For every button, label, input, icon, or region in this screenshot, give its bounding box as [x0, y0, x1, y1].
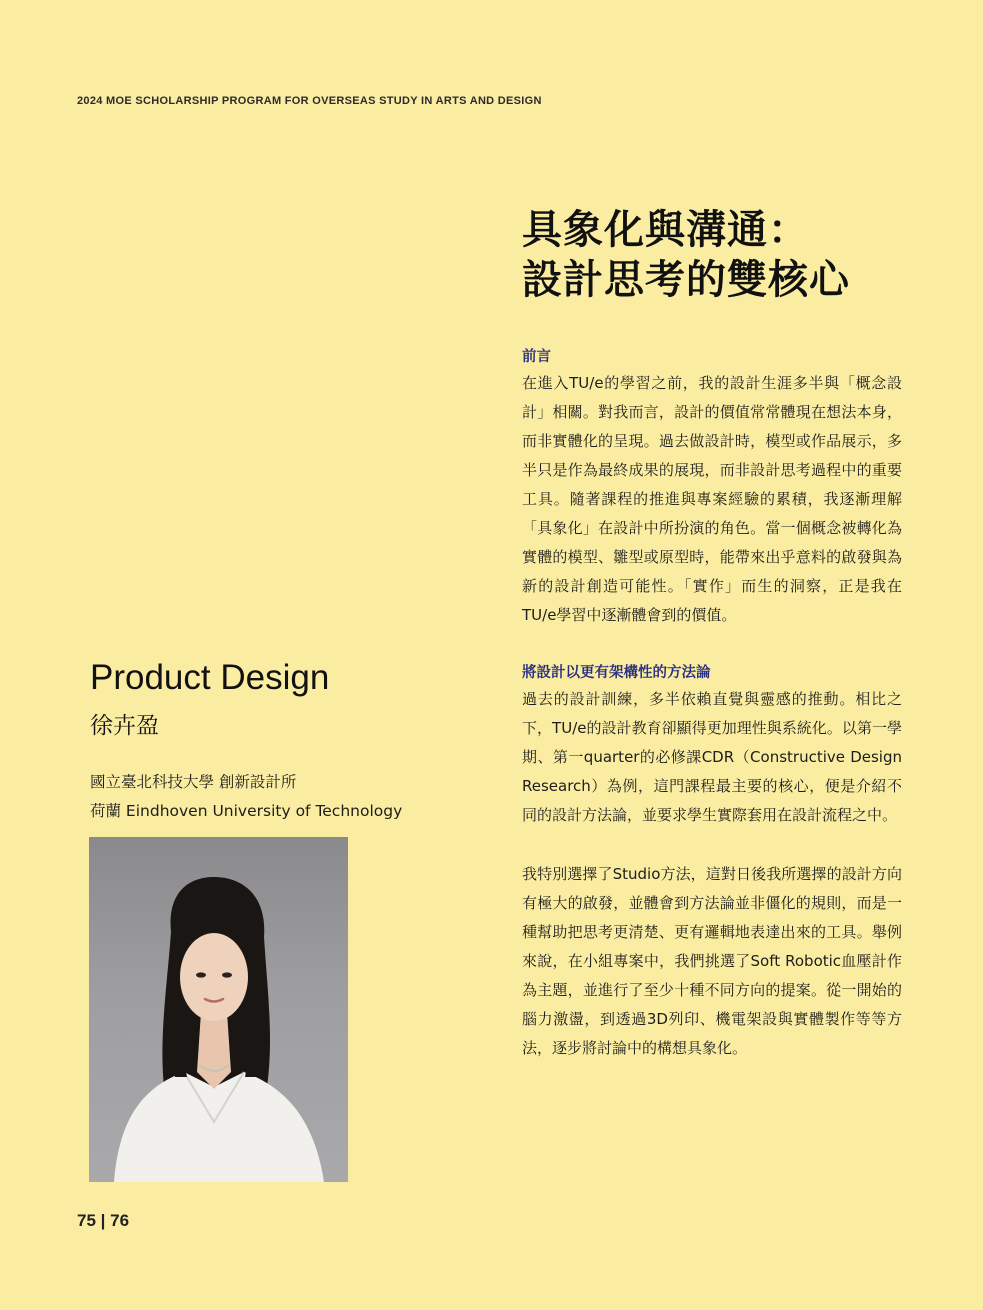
article-title-line-1: 具象化與溝通： — [522, 207, 809, 253]
portrait-illustration — [89, 837, 348, 1182]
article-title — [522, 205, 850, 305]
paragraph: 過去的設計訓練，多半依賴直覺與靈感的推動。相比之下，TU/e的設計教育卻顯得更加理性與系統化。以第一學期、第一quarter的必修課CDR（Constructive Design Research）為例，這門課程最主要的核心，便是介紹不同的設計方法論，並要求學生實際套用在設計流程之中。 — [522, 690, 902, 824]
student-name: 徐卉盈 — [90, 713, 159, 739]
page-numbers: 75 | 76 — [77, 1211, 130, 1230]
school-home: 國立臺北科技大學 創新設計所 — [90, 773, 297, 791]
school-info — [90, 768, 402, 826]
school-abroad: 荷蘭 Eindhoven University of Technology — [90, 802, 403, 820]
paragraph: 在進入TU/e的學習之前，我的設計生涯多半與「概念設計」相關。對我而言，設計的價值常常體現在想法本身，而非實體化的呈現。過去做設計時，模型或作品展示，多半只是作為最終成果的展現，而非設計思考過程中的重要工具。隨著課程的推進與專案經驗的累積，我逐漸理解「具象化」在設計中所扮演的角色。當一個概念被轉化為實體的模型、雛型或原型時，能帶來出乎意料的啟發與為新的設計創造可能性。「實作」而生的洞察，正是我在TU/e學習中逐漸體會到的價值。 — [522, 374, 902, 624]
section-heading-intro: 前言 — [522, 349, 551, 365]
portrait-photo — [89, 837, 348, 1182]
section-heading-methodology: 將設計以更有架構性的方法論 — [522, 665, 711, 681]
paragraph: 我特別選擇了Studio方法，這對日後我所選擇的設計方向有極大的啟發，並體會到方法論並非僵化的規則，而是一種幫助把思考更清楚、更有邏輯地表達出來的工具。舉例來說，在小組專案中，我們挑選了Soft Robotic血壓計作為主題，並進行了至少十種不同方向的提案。從一開始的腦力激盪，到透過3D列印、機電架設與實體製作等等方法，逐步將討論中的構想具象化。 — [522, 865, 902, 1057]
article-body — [522, 345, 902, 1063]
program-header: 2024 MOE SCHOLARSHIP PROGRAM FOR OVERSEAS STUDY IN ARTS AND DESIGN — [77, 95, 542, 107]
article-title-line-2: 設計思考的雙核心 — [522, 257, 850, 303]
field-label: Product Design — [90, 658, 330, 697]
